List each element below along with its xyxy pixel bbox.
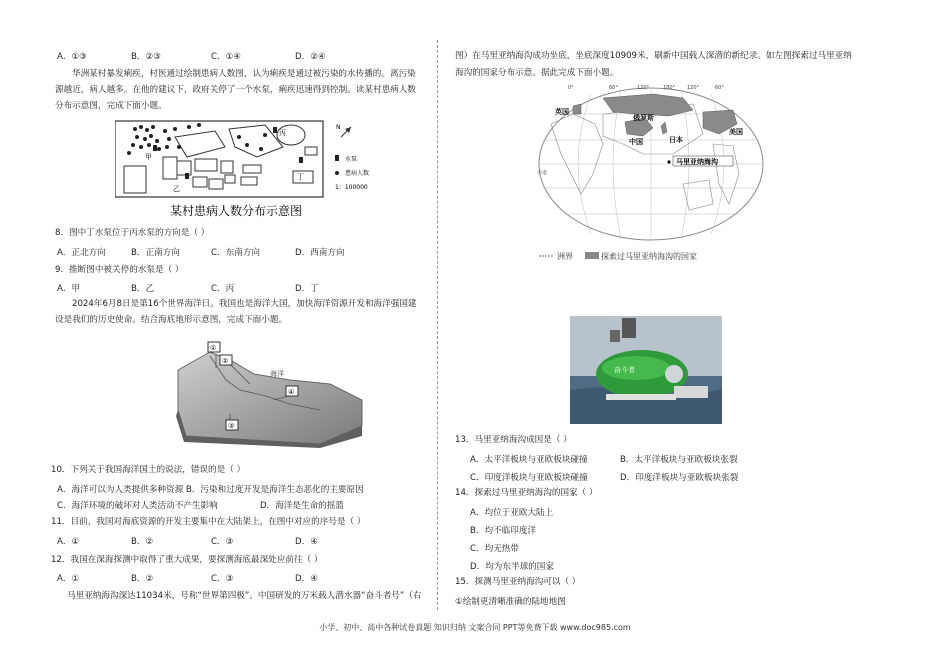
- q14-stem: 14．探索过马里亚纳海沟的国家（ ）: [455, 488, 598, 498]
- lon-label-0: 0°: [568, 85, 574, 91]
- q8-option-c: C．东南方向: [211, 248, 260, 258]
- uk-shape: [573, 104, 581, 114]
- world-map: [533, 84, 769, 262]
- q11-option-a: A．①: [57, 537, 80, 547]
- lon-label-120e: 120°: [637, 85, 650, 91]
- q14-option-b: B．均不临印度洋: [470, 526, 537, 536]
- q13-option-d: D．印度洋板块与亚欧板块张裂: [620, 473, 739, 483]
- q15-statement-1: ①绘制更清晰准确的陆地地图: [455, 597, 566, 607]
- seabed-sea-label: 海洋: [270, 370, 284, 378]
- q7-option-c: C．①④: [211, 52, 242, 62]
- pump-label-jia: 甲: [145, 153, 152, 161]
- lon-label-60w: 60°: [715, 85, 724, 91]
- label-russia: 俄罗斯: [633, 114, 654, 122]
- page-footer: 小学、初中、高中各种试卷真题 知识归纳 文案合同 PPT等免费下载 www.doc985.com: [319, 623, 631, 632]
- q13-option-c: C．印度洋板块与亚欧板块碰撞: [470, 473, 588, 483]
- q14-option-c: C．均无热带: [470, 544, 519, 554]
- label-trench: 马里亚纳海沟: [676, 158, 718, 166]
- seabed-diagram: [170, 340, 370, 448]
- seabed-label-4: ④: [288, 388, 295, 396]
- submarine-image: [570, 316, 722, 424]
- submarine-photo: [570, 316, 722, 428]
- q11-stem: 11．目前，我国对海底资源的开发主要集中在大陆架上，在图中对应的序号是（ ）: [51, 517, 366, 527]
- village-map-figure: [115, 117, 435, 225]
- column-divider: [437, 40, 438, 610]
- village-map-caption: 某村患病人数分布示意图: [170, 204, 303, 218]
- q8-option-d: D．西南方向: [295, 248, 345, 258]
- legend-pump: 水泵: [345, 156, 358, 163]
- submarine-name: 奋斗者: [614, 366, 635, 374]
- q15-stem: 15．探测马里亚纳海沟可以（ ）: [455, 577, 581, 587]
- q7-option-a: A．①③: [57, 52, 87, 62]
- label-japan: 日本: [669, 136, 683, 144]
- label-uk: 英国: [555, 108, 569, 116]
- seabed-label-2: ②: [222, 357, 229, 365]
- q11-option-b: B．②: [131, 537, 154, 547]
- world-map-figure: [533, 84, 769, 266]
- legend-boundary: 洲界: [557, 252, 573, 261]
- q8-option-a: A．正北方向: [57, 248, 106, 258]
- q14-option-d: D．均为东半球的国家: [470, 562, 554, 572]
- q7-option-b: B．②③: [131, 52, 161, 62]
- q9-option-d: D．丁: [295, 284, 319, 294]
- pump-label-bing: 丙: [279, 129, 286, 137]
- q13-option-b: B．太平洋板块与亚欧板块张裂: [620, 455, 738, 465]
- trench-marker-icon: [667, 160, 670, 163]
- legend-patients: 患病人数: [345, 170, 370, 177]
- passage-village: 华洲某村暴发痢疾，村医通过绘制患病人数图，认为痢疾是通过被污染的水传播的。离污染源越近，病人越多。在他的建议下，政府关停了一个水泵，痢疾迅速得到控制。读某村患病人数分布示意图，完成下面小题。: [55, 69, 416, 111]
- label-equator: 赤道: [537, 170, 548, 176]
- seabed-figure: [170, 340, 370, 452]
- q9-option-a: A．甲: [57, 284, 81, 294]
- q12-option-b: B．②: [131, 574, 154, 584]
- q11-option-c: C．③: [211, 537, 234, 547]
- lon-label-180: 180°: [663, 85, 676, 91]
- q9-option-c: C．丙: [211, 284, 235, 294]
- north-label: N: [336, 124, 341, 131]
- lon-label-60e: 60°: [609, 85, 618, 91]
- lon-label-120w: 120°: [687, 85, 700, 91]
- q12-option-a: A．①: [57, 574, 80, 584]
- q11-option-d: D．④: [295, 537, 318, 547]
- passage-mariana-cont-2: 海沟的国家分布示意。据此完成下面小题。: [455, 68, 619, 78]
- q10-option-d: D．海洋是生命的摇篮: [260, 501, 344, 511]
- label-china: 中国: [629, 138, 643, 146]
- q9-option-b: B．乙: [131, 284, 155, 294]
- q10-option-ab: A．海洋可以为人类提供多种资源 B．污染和过度开发是海洋生态恶化的主要原因: [57, 485, 364, 495]
- q10-option-c: C．海洋环境的破坏对人类活动不产生影响: [57, 501, 218, 511]
- q7-option-d: D．②④: [295, 52, 326, 62]
- country-legend-icon: [585, 252, 599, 259]
- label-usa: 美国: [729, 128, 743, 136]
- pump-label-ding: 丁: [297, 173, 304, 181]
- north-arrow-icon: [336, 124, 351, 137]
- q8-stem: 8．图中丁水泵位于丙水泵的方向是（ ）: [55, 228, 210, 238]
- q13-stem: 13．马里亚纳海沟成因是（ ）: [455, 435, 572, 445]
- village-map: [115, 117, 435, 221]
- seabed-label-1: ①: [210, 344, 217, 352]
- legend-countries: 探索过马里亚纳海沟的国家: [601, 252, 697, 261]
- passage-mariana-cont-1: 图）在马里亚纳海沟成功坐底，坐底深度10909米，刷新中国载人深潜的新纪录。如左图探索过马里亚纳: [455, 51, 852, 61]
- seabed-label-3: ③: [228, 422, 235, 430]
- q9-stem: 9．推断图中被关停的水泵是（ ）: [55, 265, 184, 275]
- pump-legend-icon: [335, 155, 339, 161]
- legend-scale: 1：100000: [335, 184, 368, 191]
- world-map-legend: [539, 251, 697, 261]
- patient-legend-icon: [335, 171, 339, 175]
- q8-option-b: B．正南方向: [131, 248, 180, 258]
- q12-stem: 12．我国在深海探测中取得了重大成果，要探测海底最深处应前往（ ）: [51, 555, 323, 565]
- q10-stem: 10．下列关于我国海洋国土的说法，错误的是（ ）: [51, 465, 246, 475]
- q14-option-a: A．均位于亚欧大陆上: [470, 508, 554, 518]
- q13-option-a: A．太平洋板块与亚欧板块碰撞: [470, 455, 588, 465]
- q12-option-d: D．④: [295, 574, 318, 584]
- passage-ocean: 2024年6月8日是第16个世界海洋日。我国也是海洋大国，加快海洋资源开发和海洋强国建设是我们的历史使命。结合海底地形示意图，完成下面小题。: [55, 299, 417, 325]
- passage-mariana-start: 马里亚纳海沟深达11034米，号称“世界第四极”。中国研发的万米载人潜水器“奋斗者号”（右: [67, 591, 422, 601]
- q12-option-c: C．③: [211, 574, 234, 584]
- pump-label-yi: 乙: [173, 185, 180, 193]
